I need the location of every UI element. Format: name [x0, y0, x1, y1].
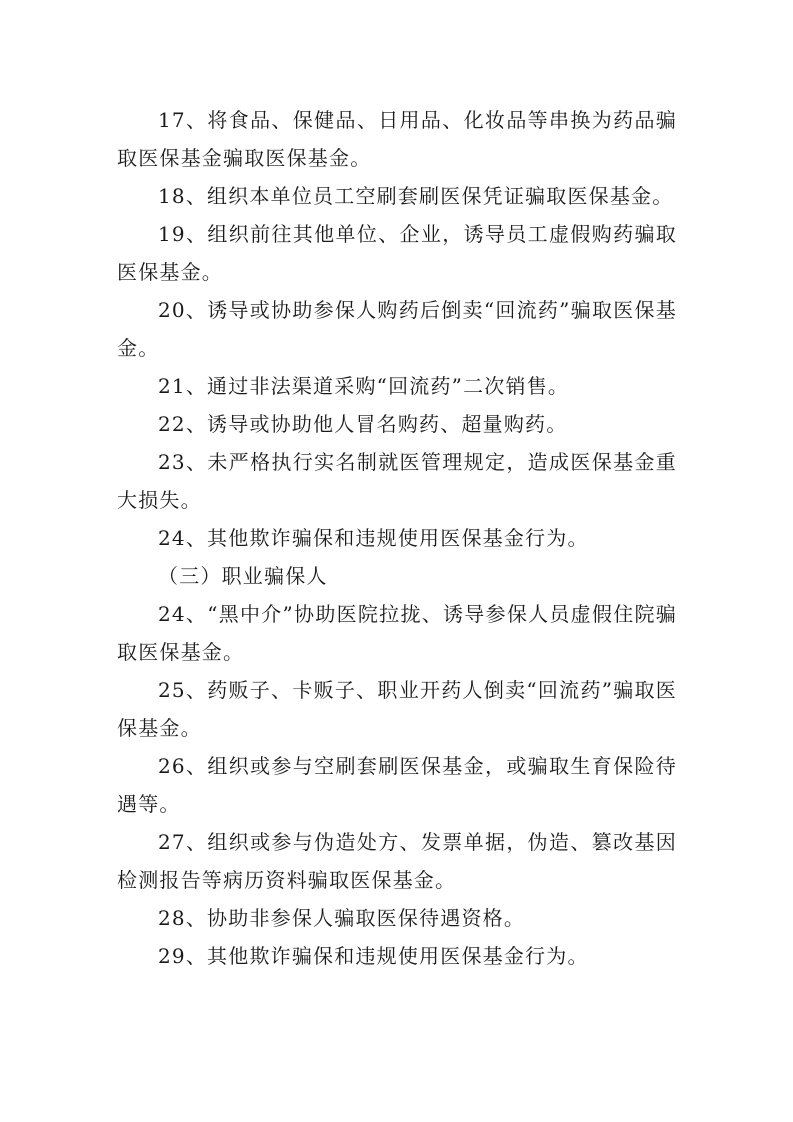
list-item-19: 19、组织前往其他单位、企业，诱导员工虚假购药骗取医保基金。 [117, 222, 677, 284]
section-list-item-28: 28、协助非参保人骗取医保待遇资格。 [158, 906, 526, 930]
list-item-22: 22、诱导或协助他人冒名购药、超量购药。 [158, 412, 568, 436]
list-item-21: 21、通过非法渠道采购“回流药”二次销售。 [158, 374, 570, 398]
section-heading: （三）职业骗保人 [158, 564, 328, 588]
document-page [117, 101, 677, 975]
section-list-item-25: 25、药贩子、卡贩子、职业开药人倒卖“回流药”骗取医保基金。 [117, 678, 677, 740]
section-list-item-26: 26、组织或参与空刷套刷医保基金，或骗取生育保险待遇等。 [117, 754, 677, 816]
list-item-23: 23、未严格执行实名制就医管理规定，造成医保基金重大损失。 [117, 450, 677, 512]
list-item-24: 24、其他欺诈骗保和违规使用医保基金行为。 [158, 526, 589, 550]
list-item-18: 18、组织本单位员工空刷套刷医保凭证骗取医保基金。 [158, 184, 674, 208]
section-list-item-29: 29、其他欺诈骗保和违规使用医保基金行为。 [158, 944, 589, 968]
list-item-20: 20、诱导或协助参保人购药后倒卖“回流药”骗取医保基金。 [117, 298, 677, 360]
list-item-17: 17、将食品、保健品、日用品、化妆品等串换为药品骗取医保基金骗取医保基金。 [117, 108, 677, 170]
section-list-item-27: 27、组织或参与伪造处方、发票单据，伪造、篡改基因检测报告等病历资料骗取医保基金。 [117, 830, 677, 892]
section-list-item-24: 24、“黑中介”协助医院拉拢、诱导参保人员虚假住院骗取医保基金。 [117, 602, 677, 664]
